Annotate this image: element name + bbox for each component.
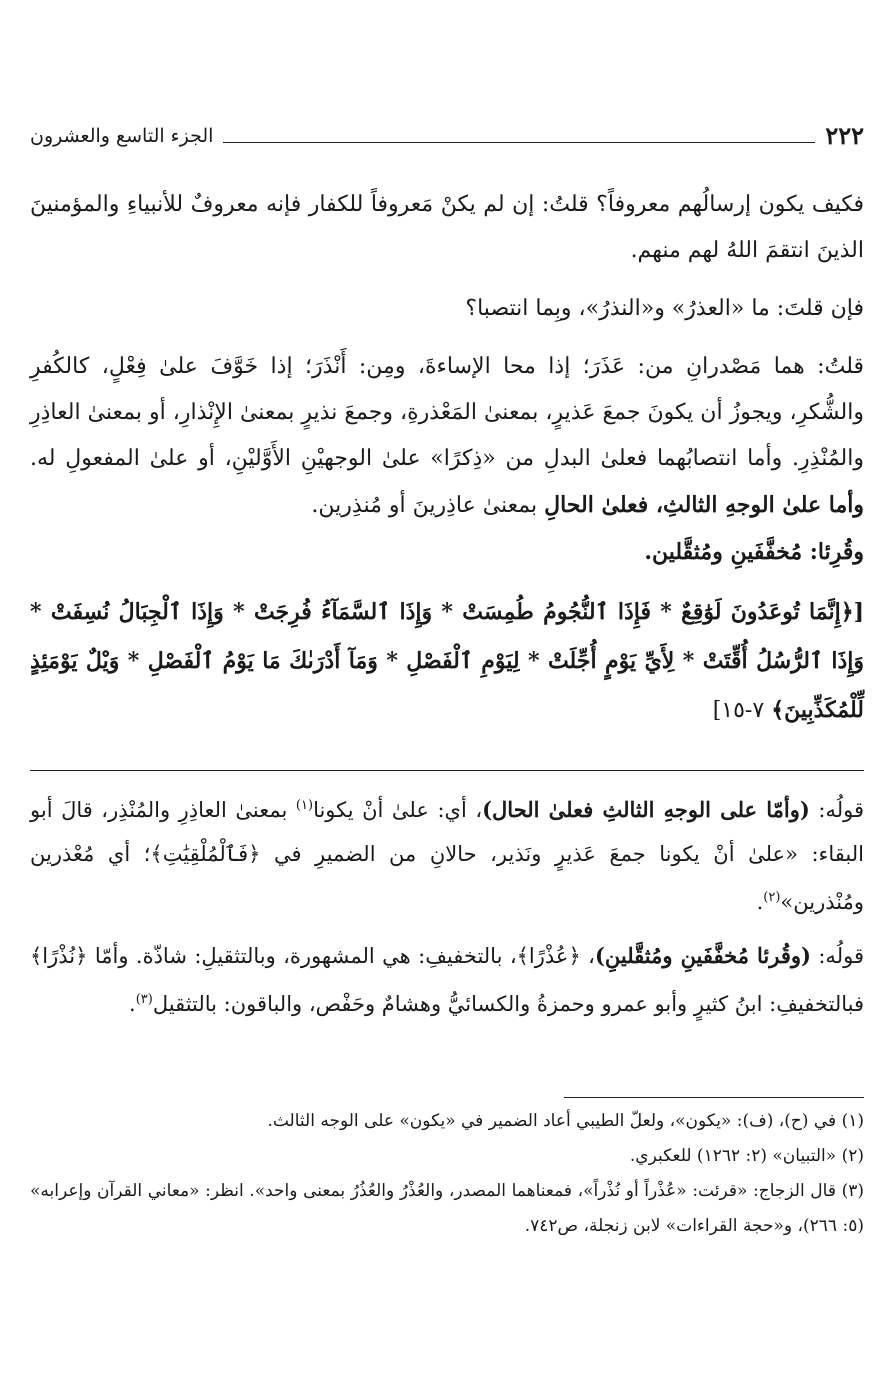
quran-verse-block <box>30 588 864 735</box>
quran-verse: [﴿إِنَّمَا تُوعَدُونَ لَوَٰقِعٌ * فَإِذَا ٱلنُّجُومُ طُمِسَتْ * وَإِذَا ٱلسَّمَآءُ فُرِجَتْ * وَإِذَا ٱلْجِبَالُ نُسِفَتْ * وَإِذَا ٱلرُّسُلُ أُقِّتَتْ * لِأَيِّ يَوْمٍ أُجِّلَتْ * لِيَوْمِ ٱلْفَصْلِ * وَمَآ أَدْرَىٰكَ مَا يَوْمُ ٱلْفَصْلِ * وَيْلٌ يَوْمَئِذٍ لِّلْمُكَذِّبِينَ﴾ <box>30 599 864 723</box>
main-paragraph-text: قلتُ: هما مَصْدرانِ من: عَذَرَ؛ إذا محا الإساءةَ، ومِن: أَنْذَرَ؛ إذا خَوَّفَ علىٰ فِعْلٍ، كالكُفرِ والشُّكرِ، ويجوزُ أن يكونَ جمعَ عَذيرٍ، بمعنىٰ المَعْذرةِ، وجمعَ نذيرٍ بمعنىٰ الإِنْذارِ، أو بمعنىٰ العاذِرِ والمُنْذِرِ. وأما انتصابُهما فعلىٰ البدلِ من «ذِكرًا» علىٰ الوجهيْنِ الأَوَّليْنِ، أو علىٰ المفعولِ له. <box>30 354 865 471</box>
commentary-quote: (وأمّا على الوجهِ الثالثِ فعلىٰ الحال) <box>482 797 810 822</box>
footnote: (١) في (ح)، (ف): «يكون»، ولعلّ الطيبي أعاد الضمير في «يكون» على الوجه الثالث. <box>267 1111 864 1131</box>
commentary-section <box>30 784 864 1036</box>
main-paragraph <box>30 344 864 576</box>
commentary-paragraph: قولُه: (وقُرئا مُخفَّفَينِ ومُثقَّلينِ)، ﴿عُذْرًا﴾، بالتخفيفِ: هي المشهورة، وبالتثقيلِ: شاذّة. وأمّا ﴿نُذْرًا﴾ فبالتخفيفِ: ابنُ كثيرٍ وأبو عمرو وحمزةُ والكسائيُّ وهشامٌ وحَفْص، والباقون: بالتثقيل$^{(٣)}$. <box>30 943 864 1016</box>
commentary-text: ، ﴿عُذْرًا﴾، بالتخفيفِ: هي المشهورة، وبالتثقيلِ: شاذّة. وأمّا ﴿نُذْرًا﴾ فبالتخفيفِ: ابنُ كثيرٍ وأبو عمرو وحمزةُ والكسائيُّ وهشامٌ وحَفْص، والباقون: بالتثقيل <box>30 944 864 1016</box>
commentary-paragraph: قولُه: (وأمّا على الوجهِ الثالثِ فعلىٰ الحال)، أي: علىٰ أنْ يكونا$^{(١)}$ بمعنىٰ العاذِرِ والمُنْذِر، قالَ أبو البقاء: «علىٰ أنْ يكونا جمعَ عَذيرٍ ونَذير، حالانِ من الضميرِ في ﴿فَٱلْمُلْقِيَٰتِ﴾؛ أي مُعْذرين ومُنْذرين»$^{(٢)}$. <box>30 797 864 914</box>
commentary-lead: قولُه: <box>818 944 864 968</box>
commentary-divider <box>30 770 864 771</box>
main-paragraph: فإن قلتَ: ما «العذرُ» و«النذرُ»، وبِما انتصبا؟ <box>465 296 864 321</box>
commentary-text: بمعنىٰ العاذِرِ والمُنْذِر، قالَ أبو البقاء: «علىٰ أنْ يكونا جمعَ عَذيرٍ ونَذير، حالانِ من الضميرِ في ﴿فَٱلْمُلْقِيَٰتِ﴾؛ أي مُعْذرين ومُنْذرين» <box>30 798 864 914</box>
reading-note: وقُرِئا: مُخفَّفَينِ ومُثقَّلين. <box>644 539 864 565</box>
header-rule <box>223 142 815 143</box>
commentary-text: ، أي: علىٰ أنْ يكونا <box>313 798 483 822</box>
footnote: (٣) قال الزجاج: «قرئت: «عُذْراً أو نُذْراً»، فمعناهما المصدر، والعُذْرُ والعُذُرُ بمعنى واحد». انظر: «معاني القرآن وإعرابه» (٥: ٢٦٦)، و«حجة القراءات» لابن زنجلة، ص٧٤٢. <box>30 1181 864 1236</box>
commentary-lead: قولُه: <box>818 798 864 822</box>
footnote: (٢) «التبيان» (٢: ١٢٦٢) للعكبري. <box>629 1146 864 1166</box>
footnote-marker: (٢) <box>763 890 781 905</box>
footnote-marker: (١) <box>295 798 314 813</box>
footnote-marker: (٣) <box>135 992 153 1007</box>
page-number: ٢٢٢ <box>825 121 864 150</box>
page-header <box>30 112 864 152</box>
footnote-divider <box>564 1097 864 1098</box>
main-text <box>30 182 864 735</box>
part-title: الجزء التاسع والعشرون <box>30 125 214 147</box>
footnotes <box>30 1104 864 1244</box>
verse-reference: ٧-١٥] <box>712 698 765 723</box>
main-paragraph-bold: وأما علىٰ الوجهِ الثالثِ، فعلىٰ الحالِ <box>544 492 864 518</box>
main-paragraph: فكيف يكون إرسالُهم معروفاً؟ قلتُ: إن لم يكنْ مَعروفاً للكفار فإنه معروفٌ للأنبياءِ والمؤمنينَ الذينَ انتقمَ اللهُ لهم منهم. <box>30 192 864 263</box>
commentary-quote: (وقُرئا مُخفَّفَينِ ومُثقَّلينِ) <box>594 943 811 968</box>
main-paragraph-tail: بمعنىٰ عاذِرينَ أو مُنذِرين. <box>311 493 538 518</box>
